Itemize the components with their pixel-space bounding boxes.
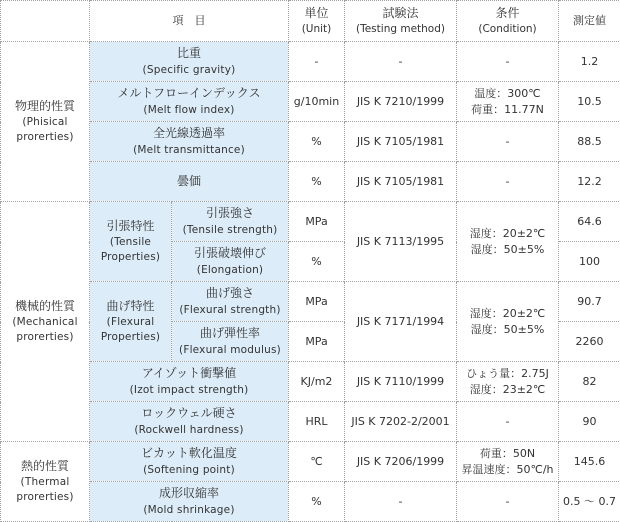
header-condition: 条件 (Condition): [457, 1, 559, 42]
row-haze: [1, 162, 620, 202]
unit-cell: HRL: [289, 402, 345, 442]
value-cell: 64.6: [559, 202, 620, 242]
value-cell: 0.5 ～ 0.7: [559, 482, 620, 522]
item-shrinkage: 成形収縮率 (Mold shrinkage): [90, 482, 289, 522]
item-tensile-strength: 引張強さ (Tensile strength): [172, 202, 289, 242]
unit-cell: KJ/m2: [289, 362, 345, 402]
row-vicat: [1, 442, 620, 482]
value-cell: 145.6: [559, 442, 620, 482]
subcategory-tensile: 引張特性 (Tensile Properties): [90, 202, 172, 282]
unit-cell: g/10min: [289, 82, 345, 122]
method-cell: JIS K 7171/1994: [345, 282, 457, 362]
item-rockwell: ロックウェル硬さ (Rockwell hardness): [90, 402, 289, 442]
unit-cell: -: [289, 42, 345, 82]
row-shrinkage: [1, 482, 620, 522]
item-transmittance: 全光線透過率 (Melt transmittance): [90, 122, 289, 162]
header-method: 試験法 (Testing method): [345, 1, 457, 42]
method-cell: JIS K 7202-2/2001: [345, 402, 457, 442]
method-cell: JIS K 7110/1999: [345, 362, 457, 402]
value-cell: 1.2: [559, 42, 620, 82]
subcategory-flexural: 曲げ特性 (Flexural Properties): [90, 282, 172, 362]
method-cell: -: [345, 42, 457, 82]
condition-cell: -: [457, 42, 559, 82]
method-cell: JIS K 7210/1999: [345, 82, 457, 122]
item-mfi: メルトフローインデックス (Melt flow index): [90, 82, 289, 122]
category-thermal: 熱的性質 (Thermal prorerties): [1, 442, 90, 522]
header-blank: [1, 1, 90, 42]
item-flexural-strength: 曲げ強さ (Flexural strength): [172, 282, 289, 322]
header-unit: 単位 (Unit): [289, 1, 345, 42]
unit-cell: ℃: [289, 442, 345, 482]
value-cell: 100: [559, 242, 620, 282]
header-item: 項 目: [90, 1, 289, 42]
unit-cell: %: [289, 162, 345, 202]
method-cell: JIS K 7206/1999: [345, 442, 457, 482]
unit-cell: %: [289, 242, 345, 282]
condition-cell: 温度：300℃ 荷重：11.77N: [457, 82, 559, 122]
value-cell: 90.7: [559, 282, 620, 322]
unit-cell: MPa: [289, 202, 345, 242]
condition-cell: ひょう量：2.75J 湿度：23±2℃: [457, 362, 559, 402]
method-cell: JIS K 7105/1981: [345, 122, 457, 162]
row-mfi: [1, 82, 620, 122]
value-cell: 12.2: [559, 162, 620, 202]
condition-cell: -: [457, 162, 559, 202]
category-physical: 物理的性質 (Phisical prorerties): [1, 42, 90, 202]
row-izod: [1, 362, 620, 402]
value-cell: 88.5: [559, 122, 620, 162]
unit-cell: MPa: [289, 282, 345, 322]
value-cell: 2260: [559, 322, 620, 362]
method-cell: JIS K 7105/1981: [345, 162, 457, 202]
unit-cell: %: [289, 482, 345, 522]
row-flexural-strength: [1, 282, 620, 322]
item-vicat: ビカット軟化温度 (Softening point): [90, 442, 289, 482]
condition-cell: 湿度：20±2℃ 湿度：50±5%: [457, 202, 559, 282]
item-elongation: 引張破壊伸び (Elongation): [172, 242, 289, 282]
row-transmittance: [1, 122, 620, 162]
item-izod: アイゾット衝撃値 (Izot impact strength): [90, 362, 289, 402]
item-haze: 曇価: [90, 162, 289, 202]
row-specific-gravity: [1, 42, 620, 82]
condition-cell: -: [457, 402, 559, 442]
condition-cell: -: [457, 122, 559, 162]
unit-cell: MPa: [289, 322, 345, 362]
header-row: [1, 1, 620, 42]
item-flexural-modulus: 曲げ弾性率 (Flexural modulus): [172, 322, 289, 362]
value-cell: 82: [559, 362, 620, 402]
unit-cell: %: [289, 122, 345, 162]
method-cell: -: [345, 482, 457, 522]
category-mechanical: 機械的性質 (Mechanical prorerties): [1, 202, 90, 442]
row-tensile-strength: [1, 202, 620, 242]
item-specific-gravity: 比重 (Specific gravity): [90, 42, 289, 82]
condition-cell: 湿度：20±2℃ 湿度：50±5%: [457, 282, 559, 362]
condition-cell: 荷重：50N 昇温速度：50℃/h: [457, 442, 559, 482]
condition-cell: -: [457, 482, 559, 522]
value-cell: 10.5: [559, 82, 620, 122]
header-value: 測定値: [559, 1, 620, 42]
method-cell: JIS K 7113/1995: [345, 202, 457, 282]
row-rockwell: [1, 402, 620, 442]
value-cell: 90: [559, 402, 620, 442]
